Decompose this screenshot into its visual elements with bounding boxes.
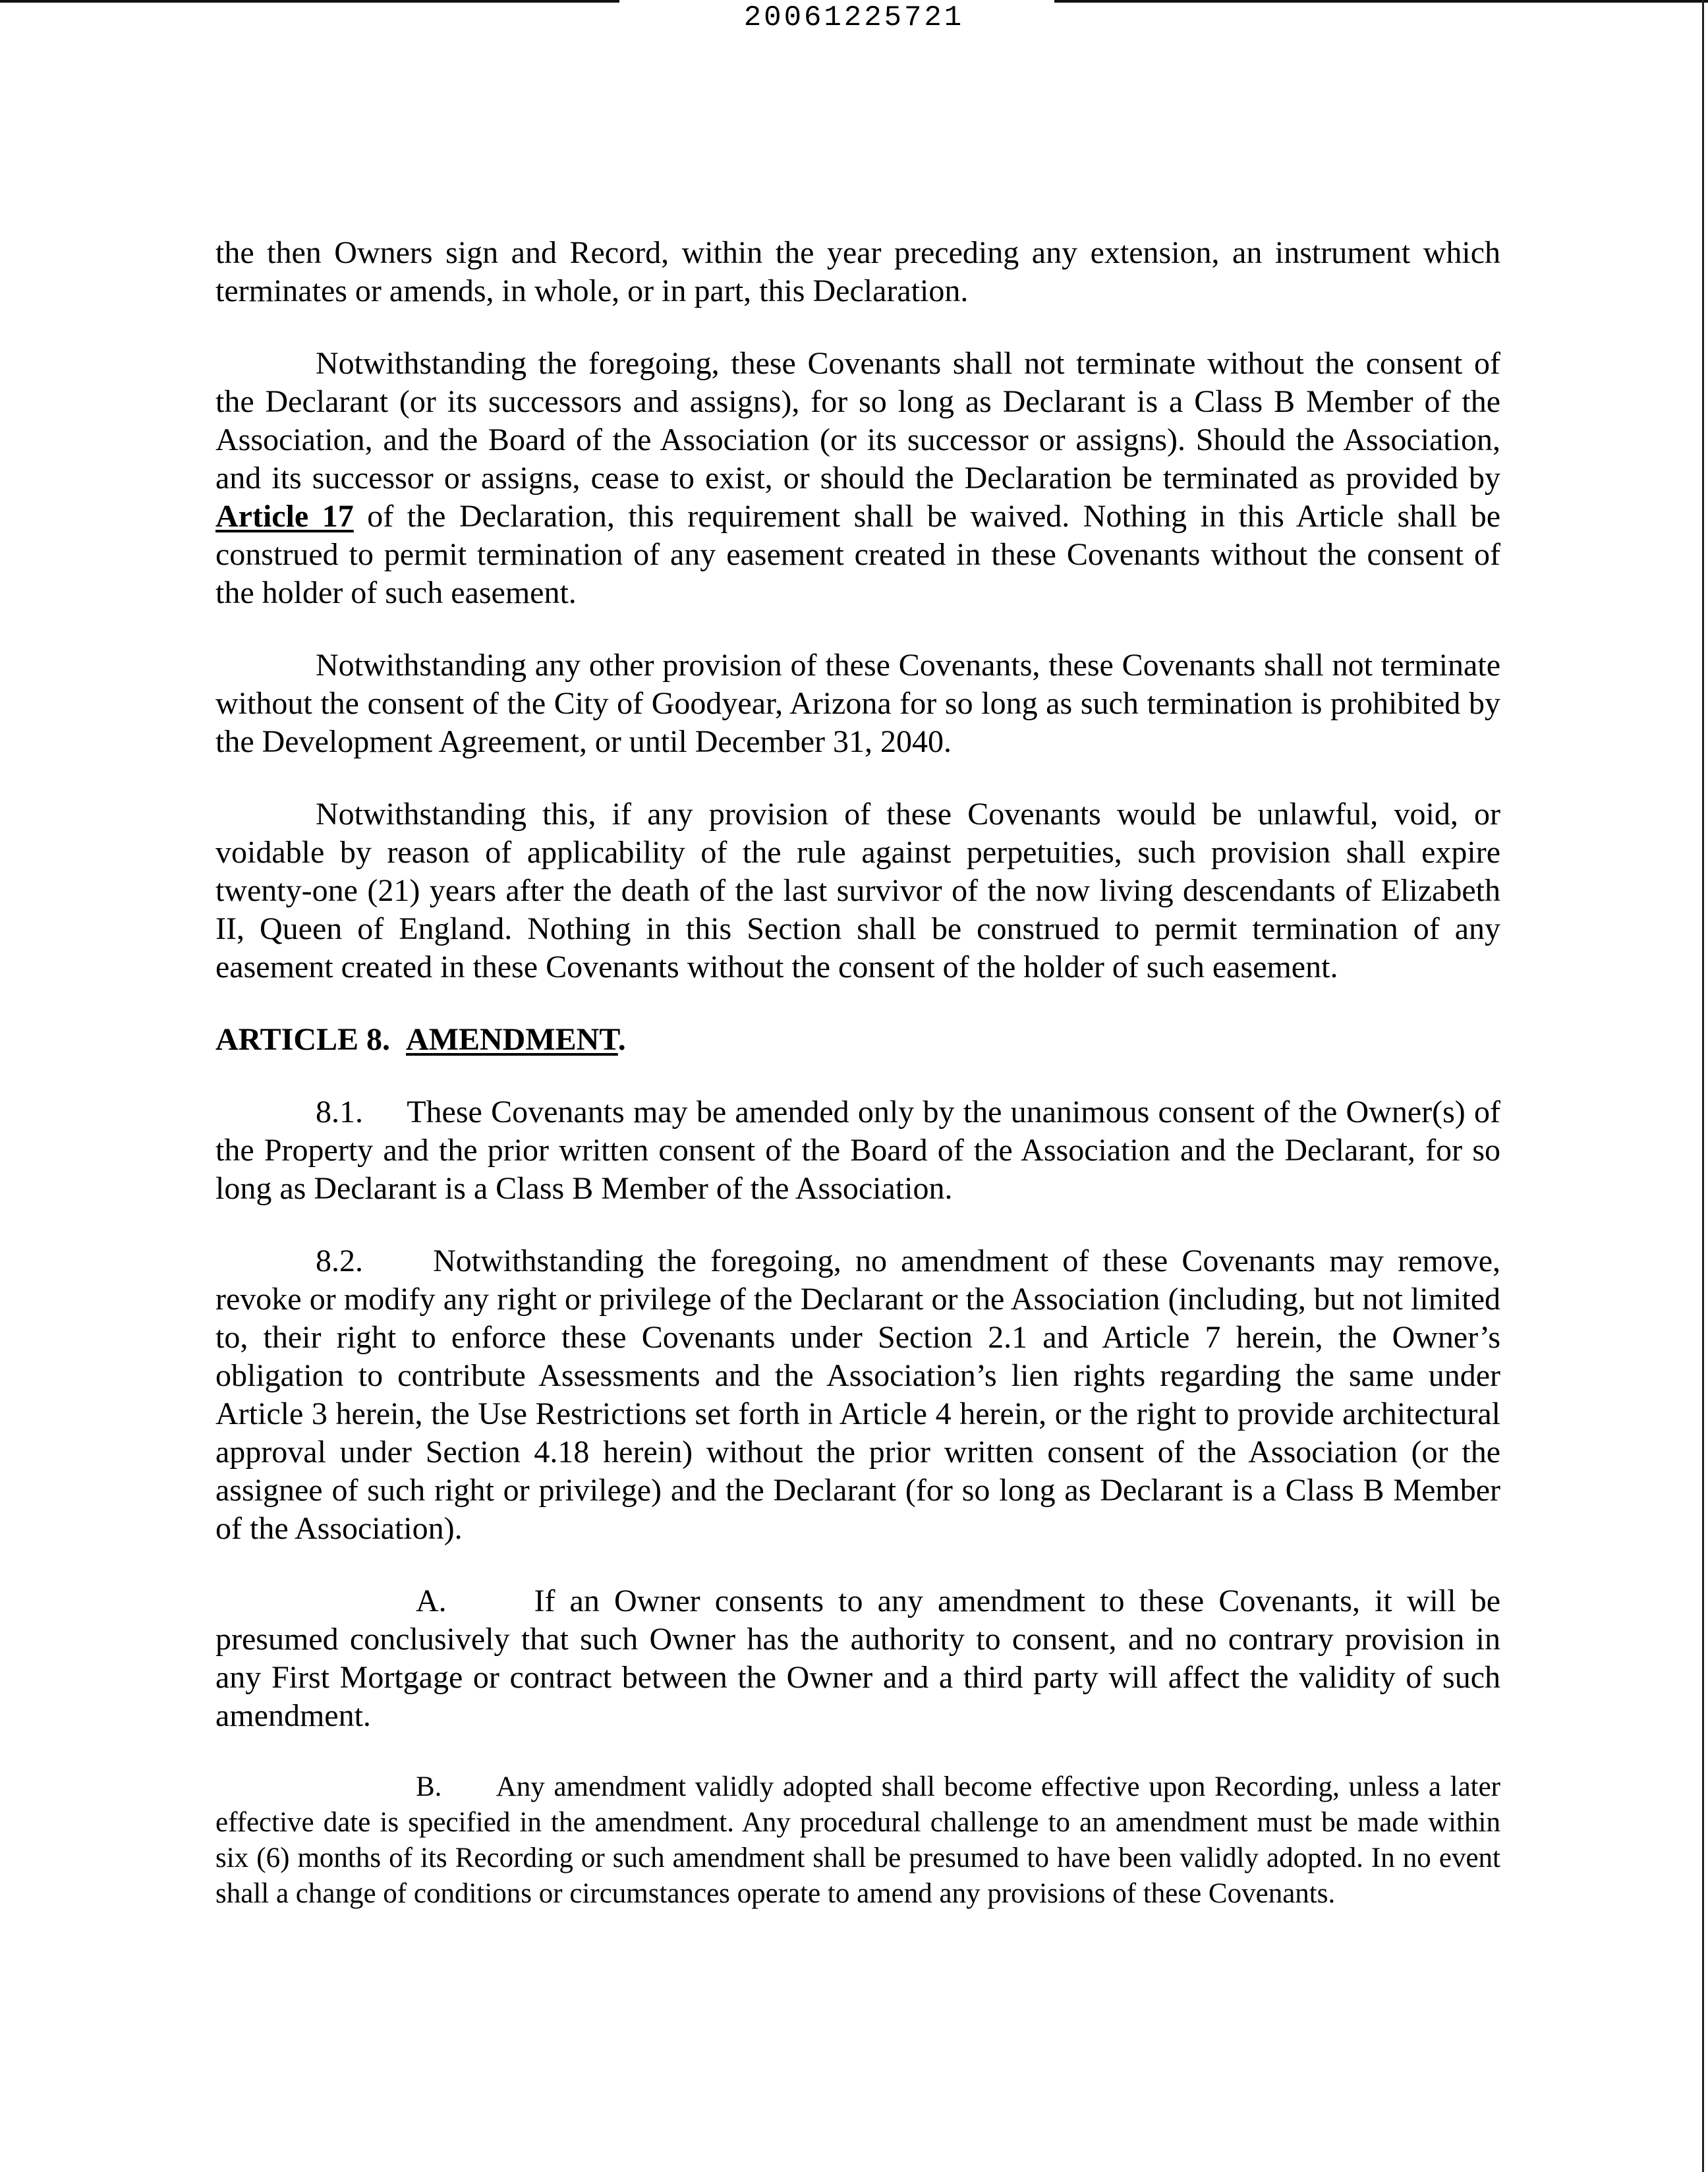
subsection-label: A. xyxy=(416,1584,447,1618)
paragraph-perpetuities: Notwithstanding this, if any provision of these Covenants would be unlawful, void, or voidable by reason of applicability of the rule against perpetuities, such provision shall expire twenty-one (21) years after the death of the last survivor of the now living descendants of Elizabeth II, Queen of England. Nothing in this Section shall be construed to permit termination of any easement created in these Covenants without the consent of the holder of such easement. xyxy=(215,797,1500,985)
paragraph-text: Notwithstanding the foregoing, these Covenants shall not terminate without the consent of the Declarant (or its successors and assigns), for so long as Declarant is a Class B Member of the Association, and the Board of the Association (or its successor or assigns). Should the Association, and its successor or assigns, cease to exist, or should the Declaration be terminated as provided by xyxy=(215,346,1500,496)
section-8-1 xyxy=(215,1093,1500,1208)
paragraph-continuation: the then Owners sign and Record, within the year preceding any extension, an instrument which terminates or amends, in whole, or in part, this Declaration. xyxy=(215,235,1500,308)
section-text: Notwithstanding the foregoing, no amendment of these Covenants may remove, revoke or modify any right or privilege of the Declarant or the Association (including, but not limited to, their right to enforce these Covenants under Section 2.1 and Article 7 herein, the Owner’s obligation to contribute Assessments and the Association’s lien rights regarding the same under Article 3 herein, the Use Restrictions set forth in Article 4 herein, or the right to provide architectural approval under Section 4.18 herein) without the prior written consent of the Association (or the assignee of such right or privilege) and the Declarant (for so long as Declarant is a Class B Member of the Association). xyxy=(215,1243,1501,1546)
document-number: 20061225721 xyxy=(743,1,965,34)
subsection-label: B. xyxy=(416,1771,442,1802)
article-number: ARTICLE 8. xyxy=(215,1022,391,1057)
article-17-reference: Article 17 xyxy=(215,499,354,534)
section-number: 8.1. xyxy=(316,1095,363,1129)
section-8-2 xyxy=(215,1242,1500,1548)
page-edge-line xyxy=(1702,0,1704,2172)
paragraph-text: of the Declaration, this requirement shall be waived. Nothing in this Article shall be construed to permit termination of any easement created in these Covenants without the consent of the holder of such easement. xyxy=(215,499,1501,610)
section-number: 8.2. xyxy=(316,1243,363,1278)
section-text: These Covenants may be amended only by the unanimous consent of the Owner(s) of the Property and the prior written consent of the Board of the Association and the Declarant, for so long as Declarant is a Class B Member of the Association. xyxy=(215,1095,1501,1206)
paragraph-termination-consent xyxy=(215,345,1500,612)
article-title: AMENDMENT xyxy=(406,1022,618,1057)
subsection-b xyxy=(215,1769,1500,1912)
article-title-period: . xyxy=(617,1022,626,1057)
paragraph-city-consent: Notwithstanding any other provision of these Covenants, these Covenants shall not terminate without the consent of the City of Goodyear, Arizona for so long as such termination is prohibited by the Development Agreement, or until December 31, 2040. xyxy=(215,648,1500,759)
subsection-a xyxy=(215,1582,1500,1735)
subsection-text: If an Owner consents to any amendment to these Covenants, it will be presumed conclusively that such Owner has the authority to consent, and no contrary provision in any First Mortgage or contract between the Owner and a third party will affect the validity of such amendment. xyxy=(215,1584,1501,1733)
subsection-text: Any amendment validly adopted shall become effective upon Recording, unless a later effective date is specified in the amendment. Any procedural challenge to an amendment must be made within six (6) months of its Recording or such amendment shall be presumed to have been validly adopted. In no event shall a change of conditions or circumstances operate to amend any provisions of these Covenants. xyxy=(215,1771,1501,1909)
document-body xyxy=(215,234,1500,1946)
article-8-heading xyxy=(215,1021,1500,1059)
